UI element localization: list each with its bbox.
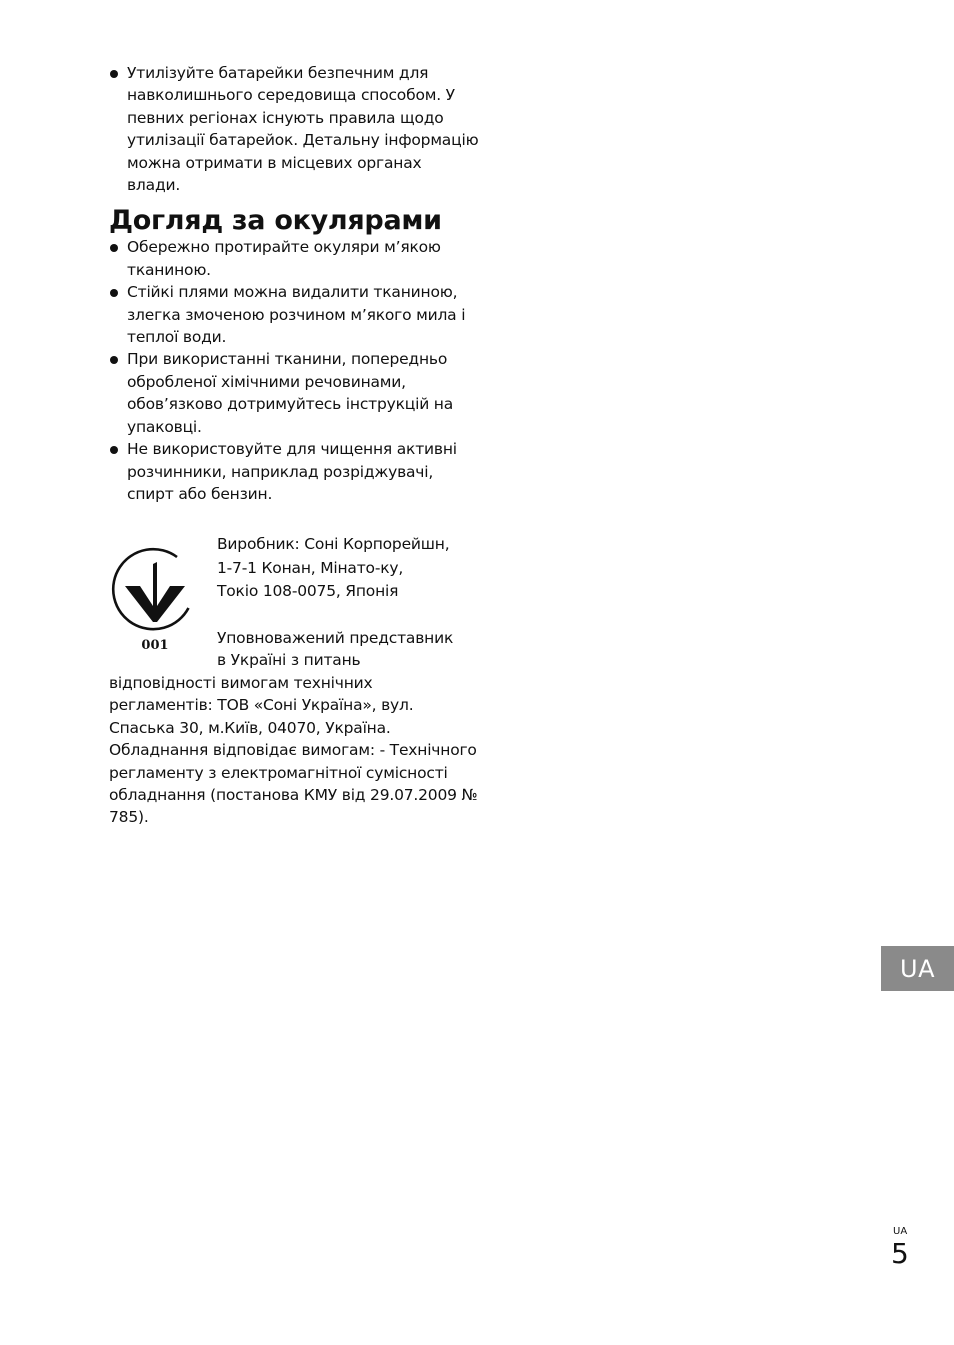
manufacturer-line: 1-7-1 Конан, Мінато-ку,	[217, 558, 404, 577]
list-item	[109, 438, 479, 505]
representative-heading	[217, 627, 479, 672]
manufacturer-line: Токіо 108-0075, Японія	[217, 582, 399, 600]
ukrainian-conformity-mark-icon	[109, 540, 193, 652]
representative-line: Уповноважений представник	[217, 629, 454, 647]
representative-info	[109, 672, 479, 829]
mark-code: 001	[141, 638, 169, 652]
care-list	[109, 236, 479, 505]
bullet-icon	[110, 356, 118, 364]
bullet-icon	[110, 70, 118, 78]
main-column	[109, 62, 479, 505]
list-item	[109, 348, 479, 438]
bullet-icon	[110, 244, 118, 252]
language-tab: UA	[881, 946, 954, 991]
list-item-text: Обережно протирайте окуляри м’якою тканиною.	[127, 238, 441, 279]
list-item-text: Утилізуйте батарейки безпечним для навколишнього середовища способом. У певних регіонах існують правила щодо утилізації батарейок. Детальну інформацію можна отримати в місцевих органах влади.	[127, 64, 479, 195]
list-item	[109, 236, 479, 281]
representative-line: в Україні з питань	[217, 651, 361, 670]
manufacturer-line: Виробник: Соні Корпорейшн,	[217, 535, 450, 553]
section-title: Догляд за окулярами	[109, 205, 442, 237]
page-language-label: UA	[893, 1226, 908, 1237]
list-item	[109, 281, 479, 348]
manufacturer-info	[217, 533, 479, 604]
list-item	[109, 62, 479, 196]
list-item-text: Не використовуйте для чищення активні розчинники, наприклад розріджувачі, спирт або бензин.	[127, 440, 457, 503]
representative-text: відповідності вимогам технічних регламентів: ТОВ «Соні Україна», вул. Спаська 30, м.Київ, 04070, Україна. Обладнання відповідає вимогам: - Технічного регламенту з електромагнітної сумісності обладнання (постанова КМУ від 29.07.2009 № 785).	[109, 674, 478, 827]
page-number: 5	[891, 1237, 909, 1270]
list-item-text: Стійкі плями можна видалити тканиною, злегка змоченою розчином м’якого мила і теплої води.	[127, 283, 466, 347]
bullet-icon	[110, 446, 118, 454]
bullet-icon	[110, 289, 118, 297]
intro-list	[109, 62, 479, 196]
list-item-text: При використанні тканини, попередньо обробленої хімічними речовинами, обов’язково дотримуйтесь інструкцій на упаковці.	[127, 350, 454, 436]
